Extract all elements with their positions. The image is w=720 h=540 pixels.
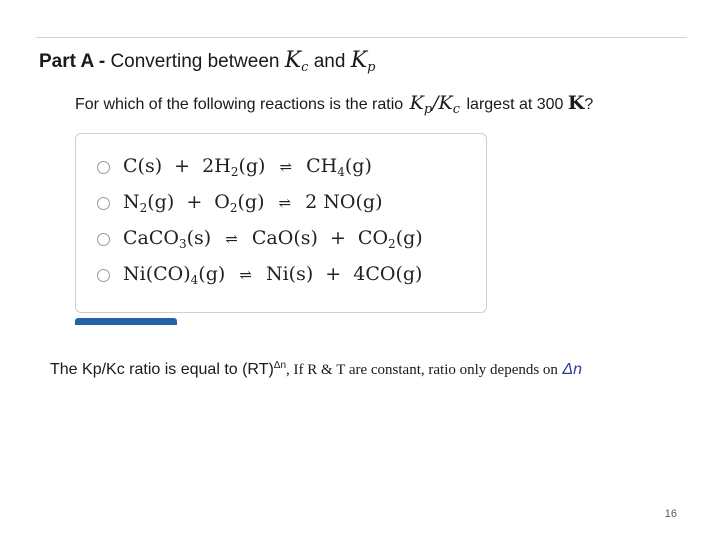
part-a-heading <box>39 48 375 75</box>
option-1[interactable] <box>97 152 372 182</box>
answer-options-card <box>75 133 487 313</box>
heading-text: Converting between <box>110 51 280 72</box>
top-divider <box>36 37 687 38</box>
kp-kc-ratio: $K_p/K_c$ <box>409 92 461 117</box>
slide-page-number: 16 <box>664 508 677 520</box>
equilibrium-arrow-icon: ⇌ <box>225 230 238 248</box>
reaction-2: $N_2(g) + O_2(g)$ ⇌ 2 NO(g) <box>123 191 383 215</box>
question-text: For which of the following reactions is the ratio $K_p/K_c$ largest at 300 K? <box>75 92 594 117</box>
equilibrium-arrow-icon: ⇌ <box>279 158 293 176</box>
equilibrium-arrow-icon: ⇌ <box>239 266 252 284</box>
delta-n-symbol: Δn <box>562 361 583 378</box>
radio-button-icon[interactable] <box>97 269 110 282</box>
part-label: Part A - <box>39 51 106 72</box>
reaction-1: $C(s) + 2H_2(g)$ ⇌ $CH_4(g)$ <box>123 155 372 179</box>
radio-button-icon[interactable] <box>97 161 110 174</box>
option-4[interactable] <box>97 260 422 290</box>
delta-n-exponent: Δn <box>273 360 287 371</box>
option-3[interactable] <box>97 224 423 254</box>
reaction-3: CaCO$_3$(s) ⇌ $CaO(s) + CO_2(g)$ <box>123 227 423 251</box>
equilibrium-arrow-icon: ⇌ <box>278 194 292 212</box>
radio-button-icon[interactable] <box>97 233 110 246</box>
radio-button-icon[interactable] <box>97 197 110 210</box>
kelvin-unit: K <box>567 92 585 114</box>
heading-and: and <box>313 51 346 72</box>
kp-symbol: $K_p$ <box>350 48 376 75</box>
submit-button-partial[interactable] <box>75 318 177 325</box>
option-2[interactable] <box>97 188 383 218</box>
reaction-4: $Ni(CO)_4(g)$ ⇌ Ni(s) + 4CO(g) <box>123 263 423 287</box>
kc-symbol: $K_c$ <box>284 48 309 75</box>
explanation-note: The Kp/Kc ratio is equal to (RT)$^{\Delta n}$, If R & T are constant, ratio only depends on Δn <box>50 360 583 378</box>
